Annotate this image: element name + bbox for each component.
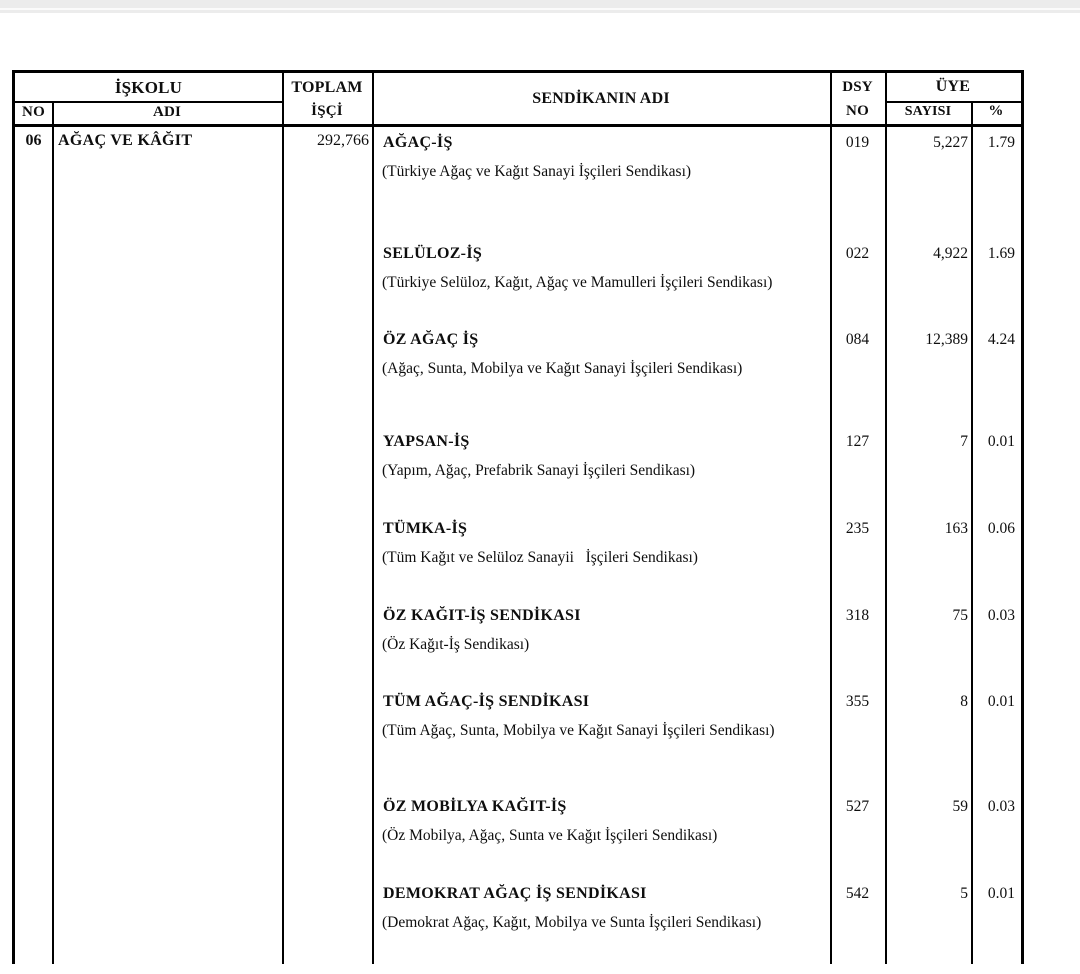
union-uye-pct: 0.06 bbox=[987, 520, 1015, 537]
union-uye-sayisi: 75 bbox=[952, 607, 968, 624]
col-header-iskolu: İŞKOLU bbox=[114, 78, 183, 97]
union-row bbox=[372, 606, 1021, 692]
union-dsy-no: 084 bbox=[845, 331, 870, 348]
iskolu-toplam-value: 292,766 bbox=[317, 132, 369, 149]
union-full-name: (Türkiye Ağaç ve Kağıt Sanayi İşçileri Sendikası) bbox=[382, 163, 692, 180]
col-header-sayisi: SAYISI bbox=[904, 104, 952, 119]
union-name: YAPSAN-İŞ bbox=[383, 433, 470, 450]
union-row bbox=[372, 797, 1021, 884]
col-header-isci: İŞÇİ bbox=[311, 103, 343, 119]
union-full-name: (Tüm Ağaç, Sunta, Mobilya ve Kağıt Sanayi İşçileri Sendikası) bbox=[382, 722, 775, 739]
iskolu-header-underline bbox=[15, 101, 284, 103]
union-name: SELÜLOZ-İŞ bbox=[383, 245, 483, 262]
union-row bbox=[372, 519, 1021, 606]
union-dsy-no: 318 bbox=[845, 607, 870, 624]
union-name: ÖZ KAĞIT-İŞ SENDİKASI bbox=[383, 607, 581, 624]
union-name: TÜMKA-İŞ bbox=[383, 520, 468, 537]
union-dsy-no: 127 bbox=[845, 433, 870, 450]
union-uye-pct: 0.01 bbox=[987, 885, 1015, 902]
page-top-strip-divider bbox=[0, 8, 1080, 10]
union-uye-sayisi: 163 bbox=[944, 520, 968, 537]
union-statistics-table bbox=[12, 70, 1024, 964]
union-uye-pct: 0.03 bbox=[987, 607, 1015, 624]
union-uye-pct: 0.01 bbox=[987, 433, 1015, 450]
iskolu-adi-value: AĞAÇ VE KÂĞIT bbox=[58, 132, 193, 149]
union-row bbox=[372, 330, 1021, 432]
union-full-name: (Ağaç, Sunta, Mobilya ve Kağıt Sanayi İşçileri Sendikası) bbox=[382, 360, 743, 377]
col-header-adi: ADI bbox=[152, 104, 182, 120]
union-full-name: (Yapım, Ağaç, Prefabrik Sanayi İşçileri Sendikası) bbox=[382, 462, 696, 479]
union-dsy-no: 019 bbox=[845, 134, 870, 151]
union-dsy-no: 527 bbox=[845, 798, 870, 815]
union-dsy-no: 355 bbox=[845, 693, 870, 710]
page-top-strip bbox=[0, 0, 1080, 13]
union-row bbox=[372, 692, 1021, 797]
union-uye-sayisi: 8 bbox=[960, 693, 968, 710]
union-full-name: (Öz Mobilya, Ağaç, Sunta ve Kağıt İşçileri Sendikası) bbox=[382, 827, 718, 844]
union-full-name: (Demokrat Ağaç, Kağıt, Mobilya ve Sunta İşçileri Sendikası) bbox=[382, 914, 762, 931]
union-row bbox=[372, 244, 1021, 330]
col-header-dsy: DSY bbox=[842, 79, 873, 95]
union-uye-sayisi: 5,227 bbox=[933, 134, 968, 151]
col-header-no: NO bbox=[22, 104, 45, 120]
union-uye-sayisi: 7 bbox=[960, 433, 968, 450]
union-uye-sayisi: 5 bbox=[960, 885, 968, 902]
column-divider-no-adi bbox=[52, 101, 54, 964]
union-name: AĞAÇ-İŞ bbox=[383, 134, 453, 151]
union-row bbox=[372, 884, 1021, 974]
union-uye-pct: 4.24 bbox=[987, 331, 1015, 348]
union-name: TÜM AĞAÇ-İŞ SENDİKASI bbox=[383, 693, 590, 710]
union-row bbox=[372, 432, 1021, 519]
union-dsy-no: 022 bbox=[845, 245, 870, 262]
union-full-name: (Öz Kağıt-İş Sendikası) bbox=[382, 636, 530, 653]
iskolu-no-value: 06 bbox=[25, 132, 42, 149]
union-name: ÖZ AĞAÇ İŞ bbox=[383, 331, 479, 348]
col-header-dsy-no: NO bbox=[846, 103, 869, 119]
union-uye-sayisi: 59 bbox=[952, 798, 968, 815]
union-uye-pct: 0.01 bbox=[987, 693, 1015, 710]
union-uye-pct: 1.79 bbox=[987, 134, 1015, 151]
union-uye-sayisi: 4,922 bbox=[933, 245, 968, 262]
union-uye-pct: 1.69 bbox=[987, 245, 1015, 262]
column-divider-adi-toplam bbox=[282, 73, 284, 964]
union-row bbox=[372, 133, 1021, 244]
union-dsy-no: 542 bbox=[845, 885, 870, 902]
union-uye-pct: 0.03 bbox=[987, 798, 1015, 815]
col-header-sendikanin-adi: SENDİKANIN ADI bbox=[532, 89, 670, 107]
union-name: ÖZ MOBİLYA KAĞIT-İŞ bbox=[383, 798, 567, 815]
col-header-toplam: TOPLAM bbox=[291, 79, 363, 96]
union-dsy-no: 235 bbox=[845, 520, 870, 537]
union-name: DEMOKRAT AĞAÇ İŞ SENDİKASI bbox=[383, 885, 647, 902]
union-list bbox=[372, 127, 1021, 974]
col-header-uye: ÜYE bbox=[935, 78, 971, 95]
union-full-name: (Türkiye Selüloz, Kağıt, Ağaç ve Mamulleri İşçileri Sendikası) bbox=[382, 274, 773, 291]
union-full-name: (Tüm Kağıt ve Selüloz Sanayii İşçileri Sendikası) bbox=[382, 549, 698, 566]
col-header-percent: % bbox=[988, 103, 1004, 119]
union-uye-sayisi: 12,389 bbox=[925, 331, 968, 348]
